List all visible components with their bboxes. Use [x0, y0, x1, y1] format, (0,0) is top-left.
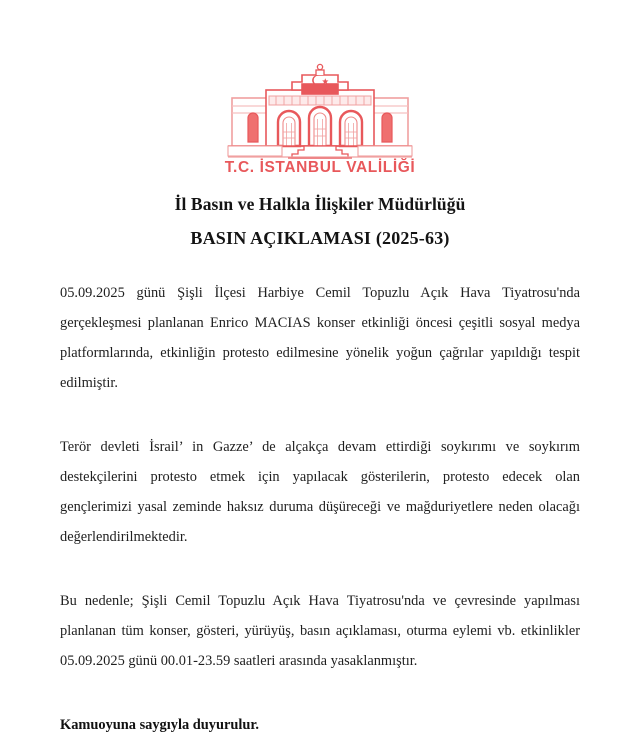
organization-name: T.C. İSTANBUL VALİLİĞİ [224, 159, 416, 174]
document-body [60, 255, 580, 740]
istanbul-governorship-building-emblem [222, 56, 418, 174]
page-title: İl Basın ve Halkla İlişkiler Müdürlüğü [174, 194, 466, 214]
body-paragraph: Bu nedenle; Şişli Cemil Topuzlu Açık Hava Tiyatrosu'nda ve çevresinde yapılması planlanan tüm konser, gösteri, yürüyüş, basın açıklaması, oturma eylemi vb. etkinlikler 05.09.2025 günü 00.01-23.59 saatleri arasında yasaklanmıştır. [60, 593, 580, 669]
document-subtitle: BASIN AÇIKLAMASI (2025-63) [190, 228, 450, 249]
letterhead [0, 0, 640, 174]
body-paragraph: 05.09.2025 günü Şişli İlçesi Harbiye Cemil Topuzlu Açık Hava Tiyatrosu'nda gerçekleşmesi planlanan Enrico MACIAS konser etkinliği öncesi çeşitli sosyal medya platformlarında, etkinliğin protesto edilmesine yönelik yoğun çağrılar yapıldığı tespit edilmiştir. [60, 285, 580, 392]
body-paragraph: Terör devleti İsrail’ in Gazze’ de alçakça devam ettirdiği soykırımı ve soykırım destekçilerini protesto etmek için yapılacak gösterilerin, protesto edecek olan gençlerimizi yasal zeminde haksız duruma düşüreceği ve mağduriyetlere neden olacağı değerlendirilmektedir. [60, 439, 580, 546]
document-headings [0, 188, 640, 255]
closing-statement: Kamuoyuna saygıyla duyurulur. [60, 716, 260, 733]
